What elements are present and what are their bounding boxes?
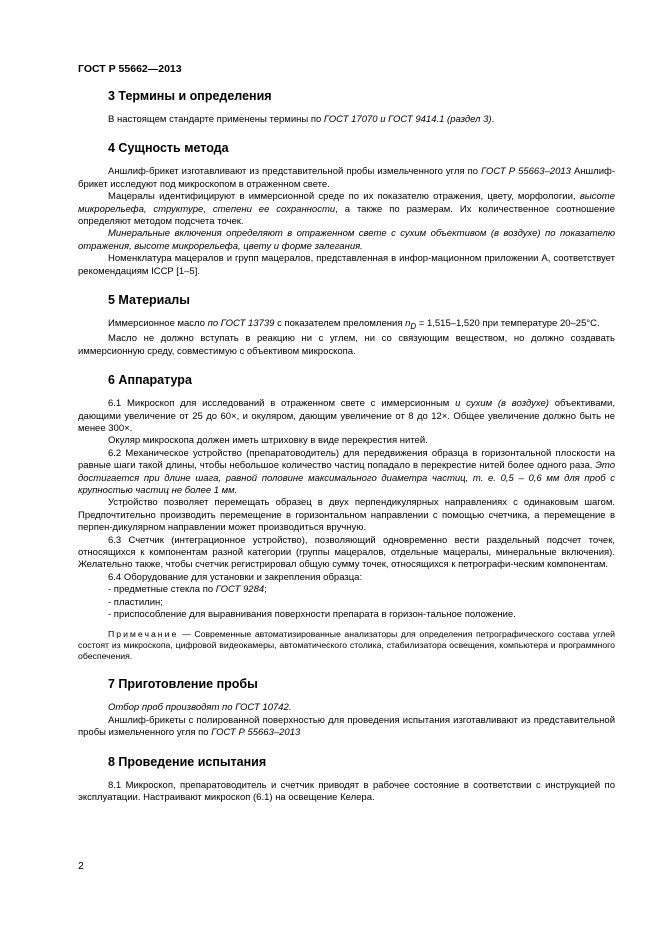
section-3-title: 3 Термины и определения [108, 89, 272, 103]
section-7-paragraph-1: Отбор проб производят по ГОСТ 10742. [108, 702, 292, 714]
list-item: - предметные стекла по ГОСТ 9284; [108, 584, 267, 596]
section-5-paragraph-1: Иммерсионное масло по ГОСТ 13739 с показателем преломления $n_D = 1,515-1,520$ при температуре 20–25°С. [108, 318, 600, 331]
section-7-title: 7 Приготовление пробы [108, 677, 258, 692]
section-6-paragraph-3: 6.2 Механическое устройство (препаратоводитель) для передвижения образца в горизонтальной плоскости на равные шаги такой длины, чтобы небольшое количество частиц попадало в перекрестие нитей более одного раза. Это достигается при длине шага, равной половине максимального диаметра частиц, т. е. 0,5 – 0,6 мм для проб с крупностью частиц не более 1 мм. [78, 447, 615, 497]
section-7-paragraph-2: Аншлиф-брикеты с полированной поверхностью для проведения испытания изготавливают из представительной пробы измельченного угля по ГОСТ Р 55663–2013 [78, 714, 615, 739]
section-8-title: 8 Проведение испытания [108, 754, 267, 769]
note-label: Примечание [108, 629, 179, 640]
section-4 [78, 140, 615, 278]
section-3-paragraph: В настоящем стандарте применены термины по ГОСТ 17070 и ГОСТ 9414.1 (раздел 3). [108, 114, 495, 125]
section-5-paragraph-2: Масло не должно вступать в реакцию ни с углем, ни со связующим веществом, но должно создавать иммерсионную среду, совместимую с объективом микроскопа. [78, 333, 615, 357]
note: Примечание — Современные автоматизированные анализаторы для определения петрографического состава углей состоят из микроскопа, цифровой видеокамеры, автоматического столика, стабилизатора освещения, компьютера и программного обеспечения. [78, 629, 615, 662]
section-3 [78, 88, 615, 126]
section-5 [78, 292, 615, 358]
section-6-title: 6 Аппаратура [108, 373, 192, 388]
section-4-paragraph-2: Мацералы идентифицируют в иммерсионной среде по их показателю отражения, цвету, морфологии, высоте микрорельефа, структуре, степени ее сохранности, а также по размерам. Их количественное соотношение определяют методом подсчета точек. [78, 191, 615, 228]
list-item: - приспособление для выравнивания поверхности препарата в горизон-тальное положение. [108, 609, 516, 621]
section-6-paragraph-6: 6.4 Оборудование для установки и закрепления образца: [108, 571, 363, 583]
section-4-paragraph-1: Аншлиф-брикет изготавливают из представительной пробы измельченного угля по ГОСТ Р 55663–2013 Аншлиф-брикет исследуют под микроскопом в отраженном свете. [78, 166, 615, 190]
page-number: 2 [78, 860, 84, 872]
document-body [78, 88, 615, 819]
section-4-paragraph-4: Номенклатура мацералов и групп мацералов, представленная в инфор-мационном приложении А, соответствует рекомендациям ICCP [1–5]. [78, 253, 615, 277]
section-4-title: 4 Сущность метода [108, 141, 229, 156]
list-item: - пластилин; [108, 596, 163, 608]
section-7 [78, 676, 615, 739]
section-8 [78, 754, 615, 805]
section-6-paragraph-4: Устройство позволяет перемещать образец в двух перпендикулярных направлениях с одинаковым шагом. Предпочтительно производить перемещение в горизонтальном направлении с помощью счетчика, а перемещение в перпен-дикулярном направлении может производиться вручную. [78, 497, 615, 534]
section-6 [78, 372, 615, 662]
document-header: ГОСТ Р 55662—2013 [78, 63, 182, 75]
section-6-paragraph-5: 6.3 Счетчик (интеграционное устройство), позволяющий одновременно вести раздельный подсчет точек, относящихся к компонентам разной категории (группы мацералов, отдельные мацералы, минеральные включения). Желательно также, чтобы счетчик регистрировал общую сумму точек, относящихся к петрографи-ческим компонентам. [78, 534, 615, 571]
section-5-title: 5 Материалы [108, 293, 190, 308]
section-4-paragraph-3: Минеральные включения определяют в отраженном свете с сухим объективом (в воздухе) по показателю отражения, высоте микрорельефа, цвету и форме залегания. [78, 228, 615, 252]
section-6-paragraph-2: Окуляр микроскопа должен иметь штриховку в виде перекрестия нитей. [108, 435, 428, 447]
section-8-paragraph-1: 8.1 Микроскоп, препаратоводитель и счетчик приводят в рабочее состояние в соответствии с инструкцией по эксплуатации. Настраивают микроскоп (6.1) на освещение Келера. [78, 779, 615, 804]
section-6-paragraph-1: 6.1 Микроскоп для исследований в отраженном свете с иммерсионным и сухим (в воздухе) объективами, дающими увеличение от 25 до 60×, и окуляром, дающим увеличение от 8 до 12×. Общее увеличение должно быть не менее 300×. [78, 398, 616, 434]
